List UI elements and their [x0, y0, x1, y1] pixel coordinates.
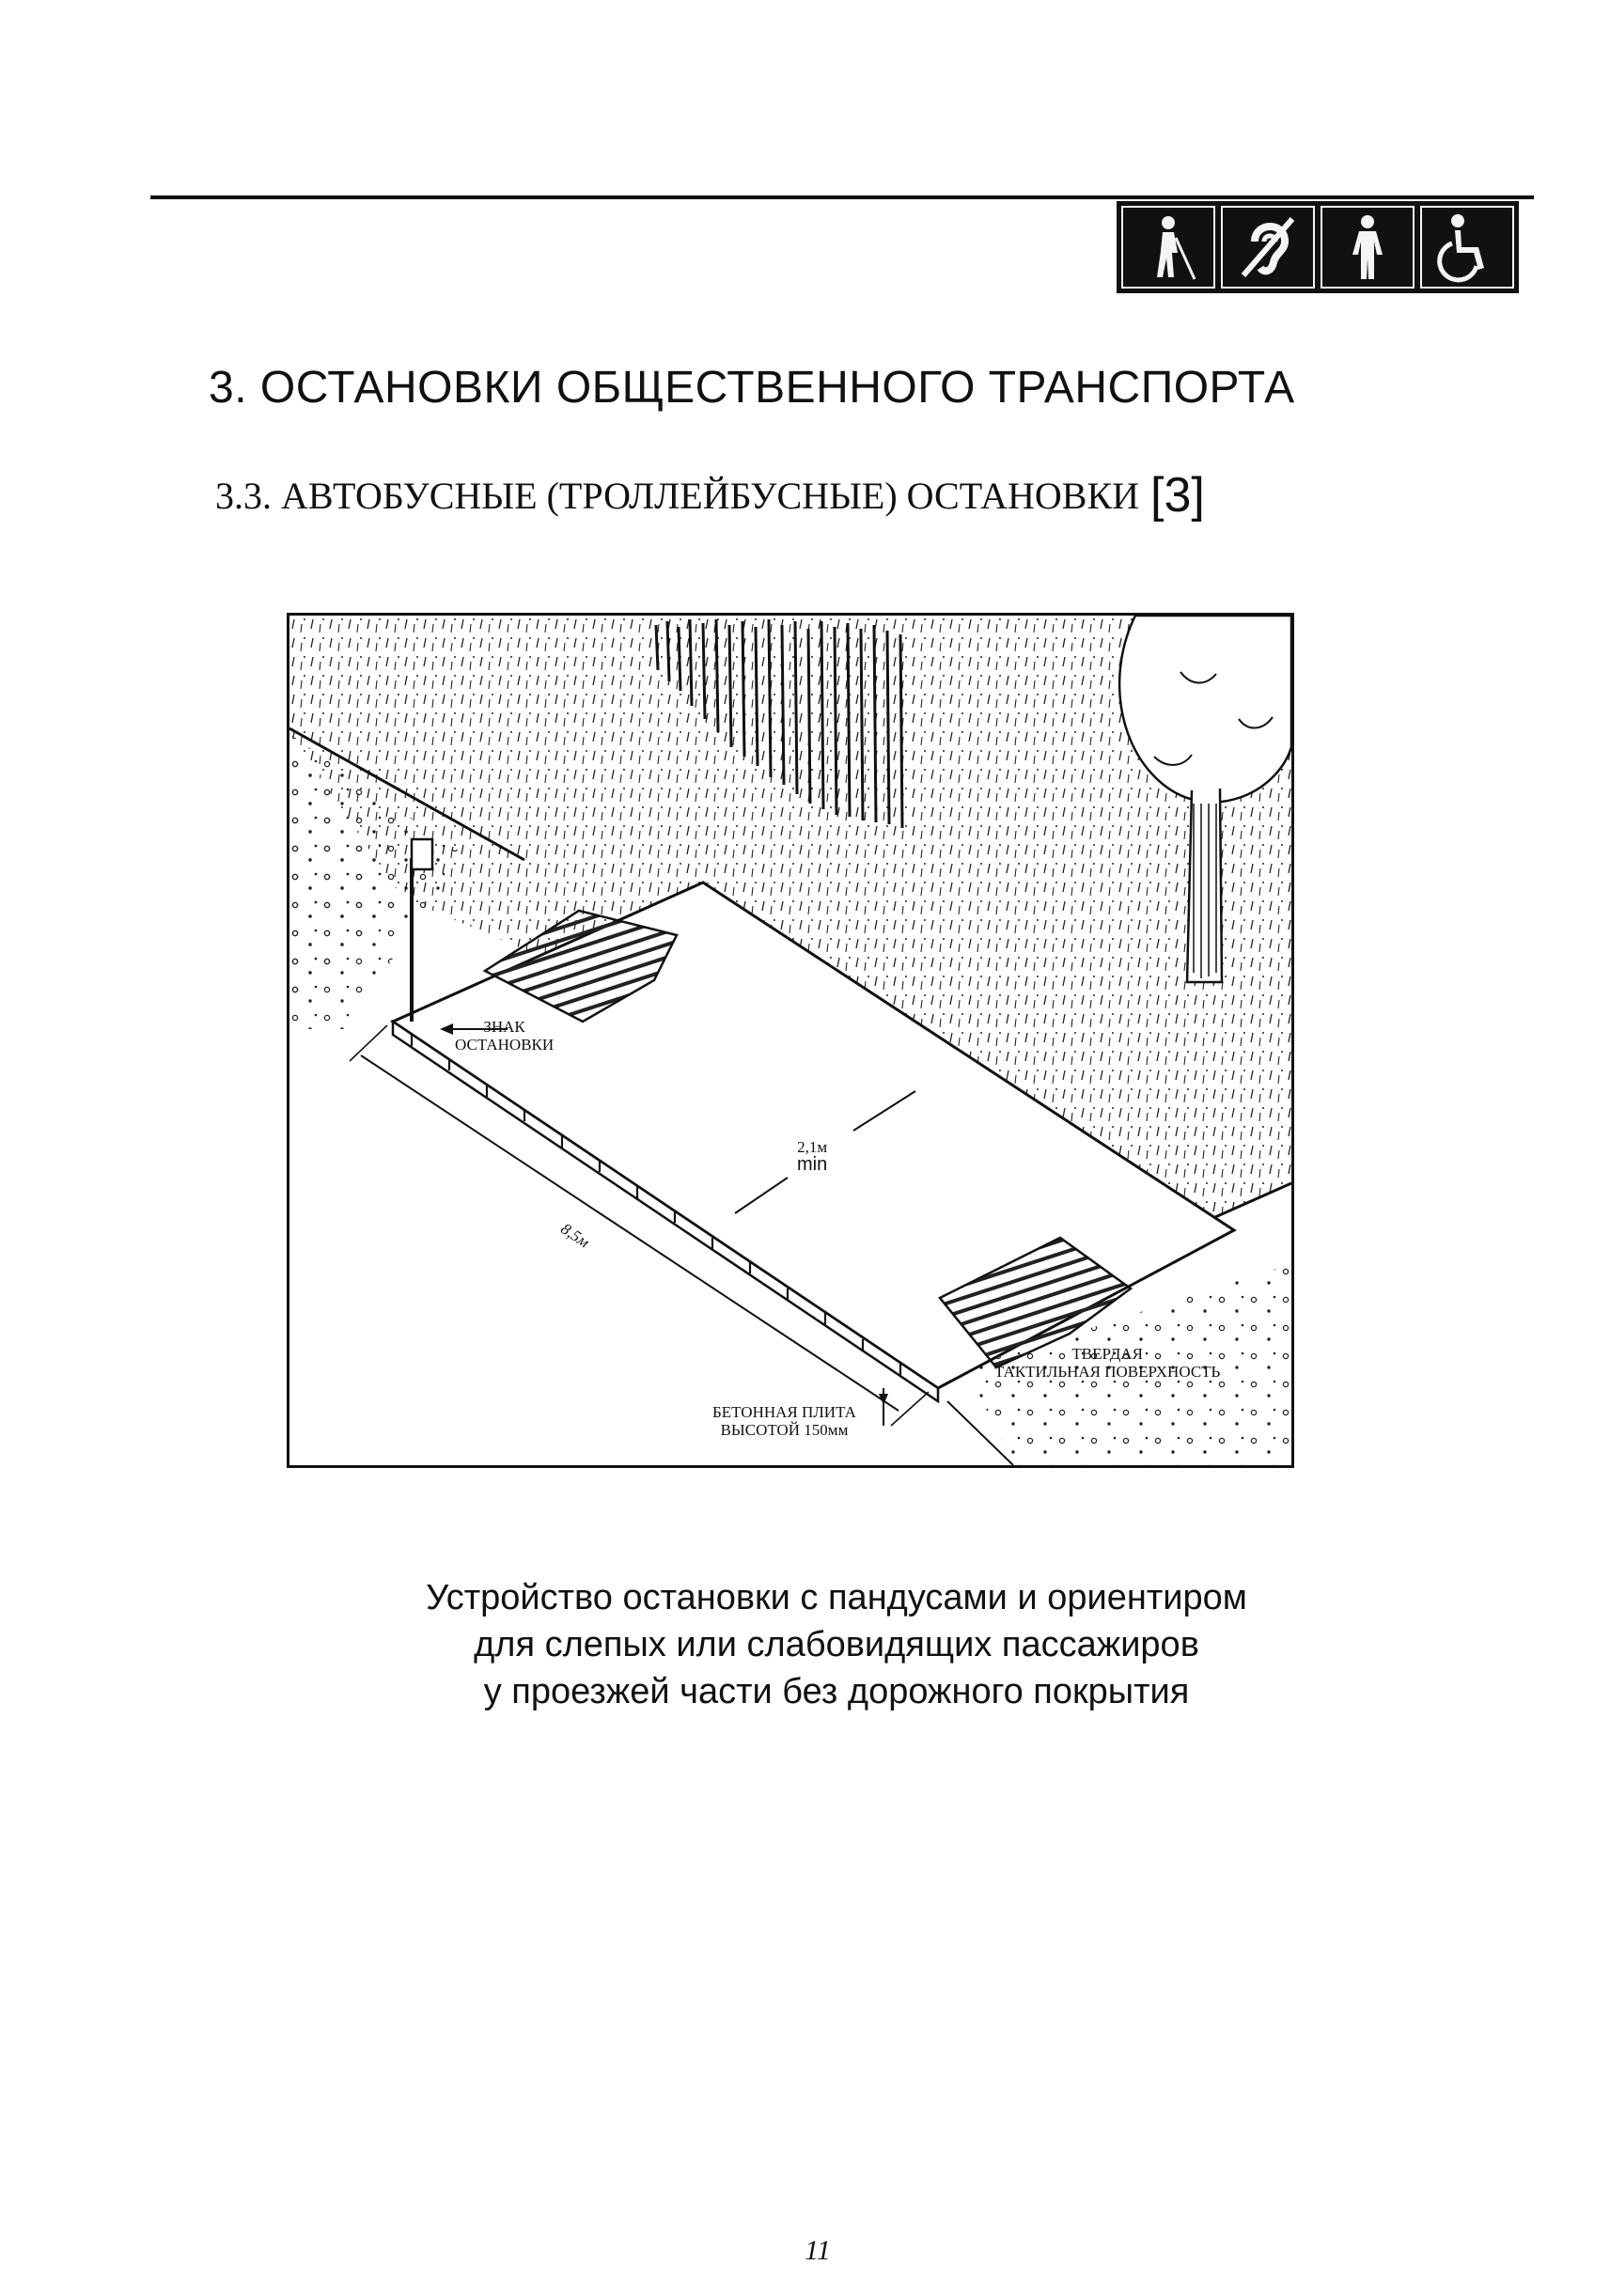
subtitle-text: 3.3. АВТОБУСНЫЕ (ТРОЛЛЕЙБУСНЫЕ) ОСТАНОВКИ — [215, 475, 1140, 517]
stop-sign-label-line-1: ЗНАК — [483, 1018, 525, 1036]
top-rule — [150, 195, 1534, 199]
blind-person-icon — [1121, 206, 1215, 289]
length-label: 8,5м — [557, 1219, 593, 1252]
width-label-value: 2,1м — [797, 1138, 828, 1156]
caption-line-1: Устройство остановки с пандусами и ориентиром — [426, 1578, 1247, 1617]
hearing-impaired-icon — [1221, 206, 1315, 289]
stop-sign-label — [455, 1018, 554, 1054]
concrete-slab-label-line-1: БЕТОННАЯ ПЛИТА — [712, 1403, 856, 1421]
stop-sign-label-line-2: ОСТАНОВКИ — [455, 1036, 555, 1054]
bus-stop-illustration — [287, 613, 1294, 1468]
page-number: 11 — [805, 2235, 831, 2266]
reference-number: [3] — [1150, 468, 1205, 523]
tactile-surface-label-line-2: ТАКТИЛЬНАЯ ПОВЕРХНОСТЬ — [994, 1363, 1221, 1381]
section-subtitle — [215, 467, 1205, 523]
bus-stop-drawing — [289, 616, 1291, 1465]
figure-caption — [338, 1574, 1335, 1715]
width-label-min: min — [797, 1154, 828, 1175]
concrete-slab-label-line-2: ВЫСОТОЙ 150мм — [720, 1421, 849, 1439]
concrete-slab-label — [712, 1403, 856, 1439]
person-icon — [1321, 206, 1415, 289]
accessibility-icon-strip — [1117, 201, 1519, 293]
tactile-surface-label — [994, 1345, 1220, 1381]
page-title: 3. ОСТАНОВКИ ОБЩЕСТВЕННОГО ТРАНСПОРТА — [209, 363, 1295, 413]
tactile-surface-label-line-1: ТВЕРДАЯ — [1071, 1345, 1143, 1363]
caption-line-3: у проезжей части без дорожного покрытия — [483, 1672, 1190, 1711]
caption-line-2: для слепых или слабовидящих пассажиров — [474, 1625, 1199, 1664]
width-label — [797, 1138, 827, 1174]
wheelchair-icon — [1420, 206, 1514, 289]
